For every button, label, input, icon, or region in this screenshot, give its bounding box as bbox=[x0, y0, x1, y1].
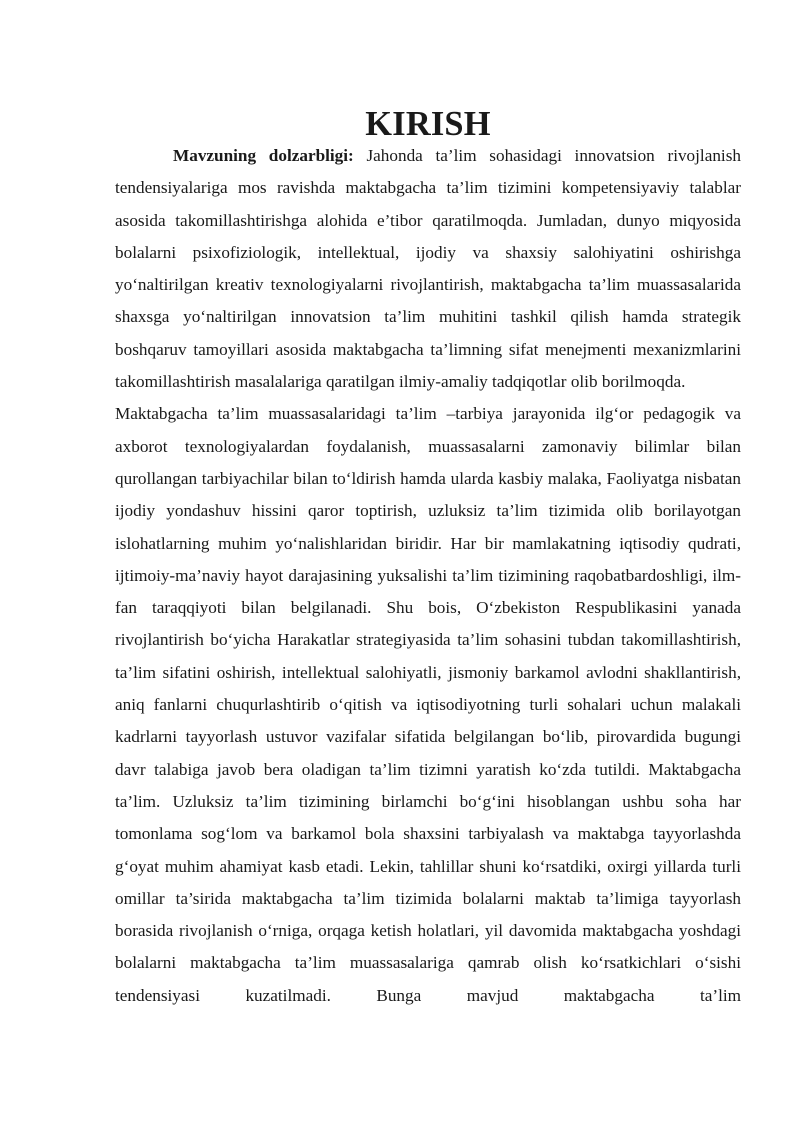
paragraph-lead: Mavzuning dolzarbligi: bbox=[173, 146, 354, 165]
document-body bbox=[115, 105, 741, 1012]
paragraph-text: Jahonda ta’lim sohasidagi innovatsion rivojlanish tendensiyalariga mos ravishda maktabgacha ta’lim tizimini kompetensiyaviy talablar asosida takomillashtirishga alohida e’tibor qaratilmoqda. Jumladan, dunyo miqyosida bolalarni psixofiziologik, intellektual, ijodiy va shaxsiy salohiyatini oshirishga yo‘naltirilgan kreativ texnologiyalarni rivojlantirish, maktabgacha ta’lim muassasalarida shaxsga yo‘naltirilgan innovatsion ta’lim muhitini tashkil qilish hamda strategik boshqaruv tamoyillari asosida maktabgacha ta’limning sifat menejmenti mexanizmlarini takomillashtirish masalalariga qaratilgan ilmiy-amaliy tadqiqotlar olib borilmoqda. bbox=[115, 146, 741, 392]
section-heading: KIRISH bbox=[365, 105, 491, 143]
paragraph-relevance bbox=[115, 140, 741, 398]
paragraph-preschool: Maktabgacha ta’lim muassasalaridagi ta’lim –tarbiya jarayonida ilg‘or pedagogik va axborot texnologiyalardan foydalanish, muassasalarni zamonaviy bilimlar bilan qurollangan tarbiyachilar bilan to‘ldirish hamda ularda kasbiy malaka, Faoliyatga nisbatan ijodiy yondashuv hissini qaror toptirish, uzluksiz ta’lim tizimida olib borilayotgan islohatlarning muhim yo‘nalishlaridan biridir. Har bir mamlakatning iqtisodiy qudrati, ijtimoiy-ma’naviy hayot darajasining yuksalishi ta’lim tizimining raqobatbardoshligi, ilm-fan taraqqiyoti bilan belgilanadi. Shu bois, O‘zbekiston Respublikasini yanada rivojlantirish bo‘yicha Harakatlar strategiyasida ta’lim sohasini tubdan takomillashtirish, ta’lim sifatini oshirish, intellektual salohiyatli, jismoniy barkamol avlodni shakllantirish, aniq fanlarni chuqurlashtirib o‘qitish va iqtisodiyotning turli sohalari uchun malakali kadrlarni tayyorlash ustuvor vazifalar sifatida belgilangan bo‘lib, pirovardida bugungi davr talabiga javob bera oladigan ta’lim tizimni yaratish ko‘zda tutildi. Maktabgacha ta’lim. Uzluksiz ta’lim tizimining birlamchi bo‘g‘ini hisoblangan ushbu soha har tomonlama sog‘lom va barkamol bola shaxsini tarbiyalash va maktabga tayyorlashda g‘oyat muhim ahamiyat kasb etadi. Lekin, tahlillar shuni ko‘rsatdiki, oxirgi yillarda turli omillar ta’sirida maktabgacha ta’lim tizimida bolalarni maktab ta’limiga tayyorlash borasida rivojlanish o‘rniga, orqaga ketish holatlari, yil davomida maktabgacha yoshdagi bolalarni maktabgacha ta’lim muassasalariga qamrab olish ko‘rsatkichlari o‘sishi tendensiyasi kuzatilmadi. Bunga mavjud maktabgacha ta’lim bbox=[115, 404, 741, 1005]
